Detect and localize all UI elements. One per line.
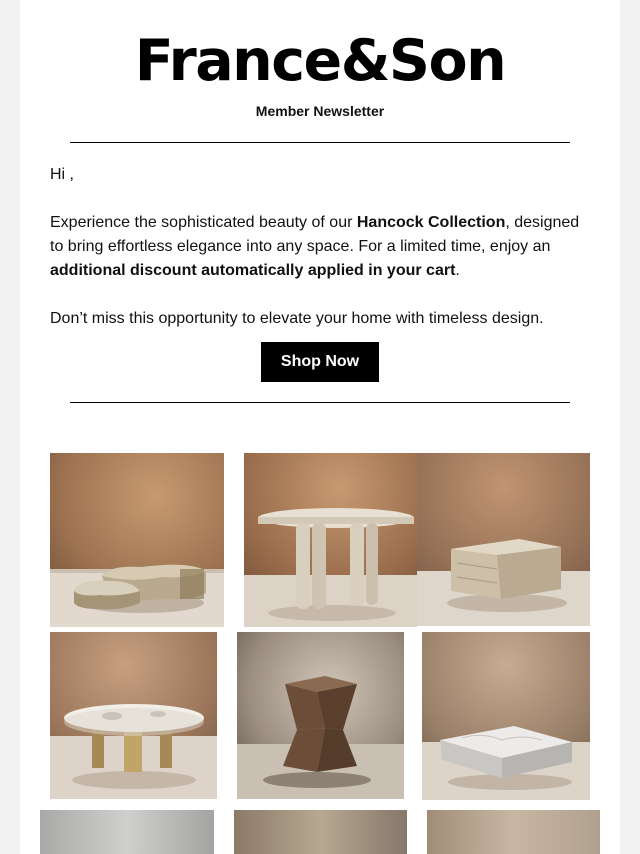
- marble-brass-coffee-table-image[interactable]: [50, 632, 217, 799]
- marble-block-coffee-table-image[interactable]: [422, 632, 590, 800]
- greeting: Hi ,: [50, 166, 74, 183]
- brand-logo[interactable]: France&Son: [134, 28, 506, 94]
- collection-name: Hancock Collection: [356, 214, 506, 231]
- intro-paragraph: [50, 211, 590, 283]
- grey-product-image[interactable]: [40, 810, 214, 854]
- sand-product-image[interactable]: [427, 810, 600, 854]
- divider-top: [70, 142, 570, 143]
- brass-nesting-tables-image[interactable]: [50, 453, 224, 627]
- newsletter-subtitle: Member Newsletter: [255, 103, 385, 119]
- taupe-product-image[interactable]: [234, 810, 407, 854]
- travertine-oval-dining-table-image[interactable]: [244, 453, 417, 627]
- walnut-hourglass-side-table-image[interactable]: [237, 632, 404, 799]
- discount-highlight: additional discount automatically applied in your cart: [50, 262, 456, 279]
- intro-text-continued: , designed to bring effortless elegance into any space. For a limited time, enjoy an: [50, 214, 580, 255]
- divider-bottom: [70, 402, 570, 403]
- intro-text: Experience the sophisticated beauty of our: [50, 214, 357, 231]
- shop-now-button[interactable]: Shop Now: [261, 342, 379, 382]
- intro-text-end: .: [455, 262, 460, 279]
- newsletter-card: [20, 0, 620, 854]
- closing-paragraph: Don’t miss this opportunity to elevate your home with timeless design.: [50, 310, 544, 327]
- travertine-block-table-image[interactable]: [417, 453, 590, 626]
